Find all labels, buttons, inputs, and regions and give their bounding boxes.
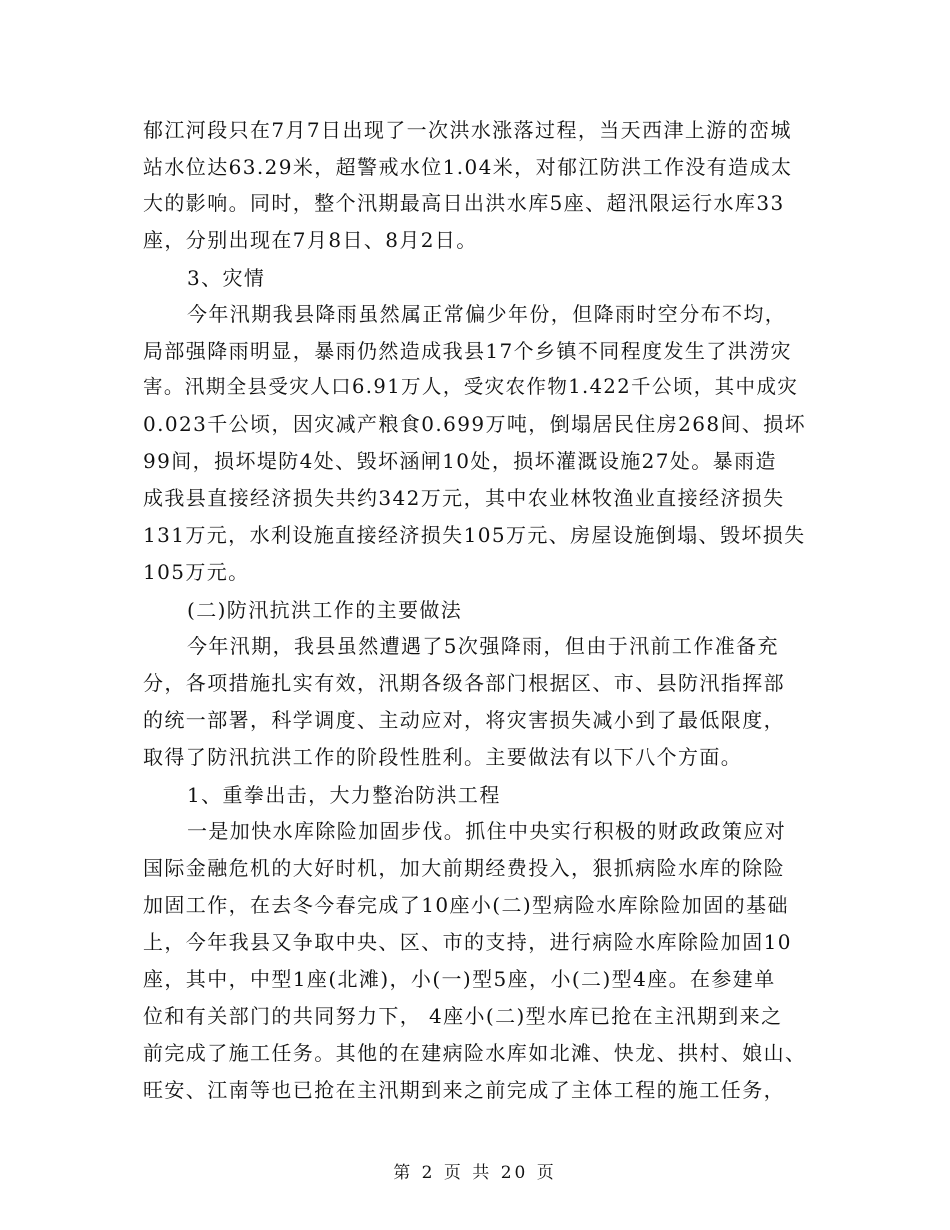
text-line: 一是加快水库除险加固步伐。抓住中央实行积极的财政政策应对 <box>187 819 787 843</box>
text-line: 99间，损坏堤防4处、毁坏涵闸10处，损坏灌溉设施27处。暴雨造 <box>143 449 777 473</box>
text-line: 的统一部署，科学调度、主动应对，将灾害损失减小到了最低限度， <box>143 708 785 732</box>
text-line: 大的影响。同时，整个汛期最高日出洪水库5座、超汛限运行水库33 <box>143 191 785 215</box>
text-line: 105万元。 <box>143 560 250 584</box>
text-line: 座，其中，中型1座(北滩)，小(一)型5座，小(二)型4座。在参建单 <box>143 967 776 991</box>
text-line: 害。汛期全县受灾人口6.91万人，受灾农作物1.422千公顷，其中成灾 <box>143 375 799 398</box>
text-line: 成我县直接经济损失共约342万元，其中农业林牧渔业直接经济损失 <box>143 486 785 510</box>
page-footer: 第 2 页 共 20 页 <box>393 1163 557 1183</box>
text-line: 加固工作，在去冬今春完成了10座小(二)型病险水库除险加固的基础 <box>143 893 789 917</box>
text-line: 局部强降雨明显，暴雨仍然造成我县17个乡镇不同程度发生了洪涝灾 <box>143 339 792 363</box>
text-line: 分，各项措施扎实有效，汛期各级各部门根据区、市、县防汛指挥部 <box>143 671 785 695</box>
text-line: 旺安、江南等也已抢在主汛期到来之前完成了主体工程的施工任务， <box>143 1078 785 1102</box>
text-line: 取得了防汛抗洪工作的阶段性胜利。主要做法有以下八个方面。 <box>143 745 743 769</box>
text-line: 今年汛期，我县虽然遭遇了5次强降雨，但由于汛前工作准备充 <box>187 634 779 658</box>
text-line: 131万元，水利设施直接经济损失105万元、房屋设施倒塌、毁坏损失 <box>143 523 806 547</box>
text-line: 位和有关部门的共同努力下， 4座小(二)型水库已抢在主汛期到来之 <box>143 1004 783 1028</box>
text-line: 0.023千公顷，因灾减产粮食0.699万吨，倒塌居民住房268间、损坏 <box>143 412 807 436</box>
text-line: 前完成了施工任务。其他的在建病险水库如北滩、快龙、拱村、娘山、 <box>143 1041 807 1065</box>
text-line: 郁江河段只在7月7日出现了一次洪水涨落过程，当天西津上游的峦城 <box>143 118 792 142</box>
text-line: 国际金融危机的大好时机，加大前期经费投入，狠抓病险水库的除险 <box>143 856 785 880</box>
text-line: 今年汛期我县降雨虽然属正常偏少年份，但降雨时空分布不均， <box>187 302 787 326</box>
text-line: 站水位达63.29米，超警戒水位1.04米，对郁江防洪工作没有造成太 <box>143 155 793 179</box>
section-heading: 3、灾情 <box>187 266 266 290</box>
text-line: 上，今年我县又争取中央、区、市的支持，进行病险水库除险加固10 <box>143 930 792 954</box>
section-heading: (二)防汛抗洪工作的主要做法 <box>187 598 463 622</box>
section-heading: 1、重拳出击，大力整治防洪工程 <box>187 783 501 807</box>
text-line: 座，分别出现在7月8日、8月2日。 <box>143 228 478 252</box>
